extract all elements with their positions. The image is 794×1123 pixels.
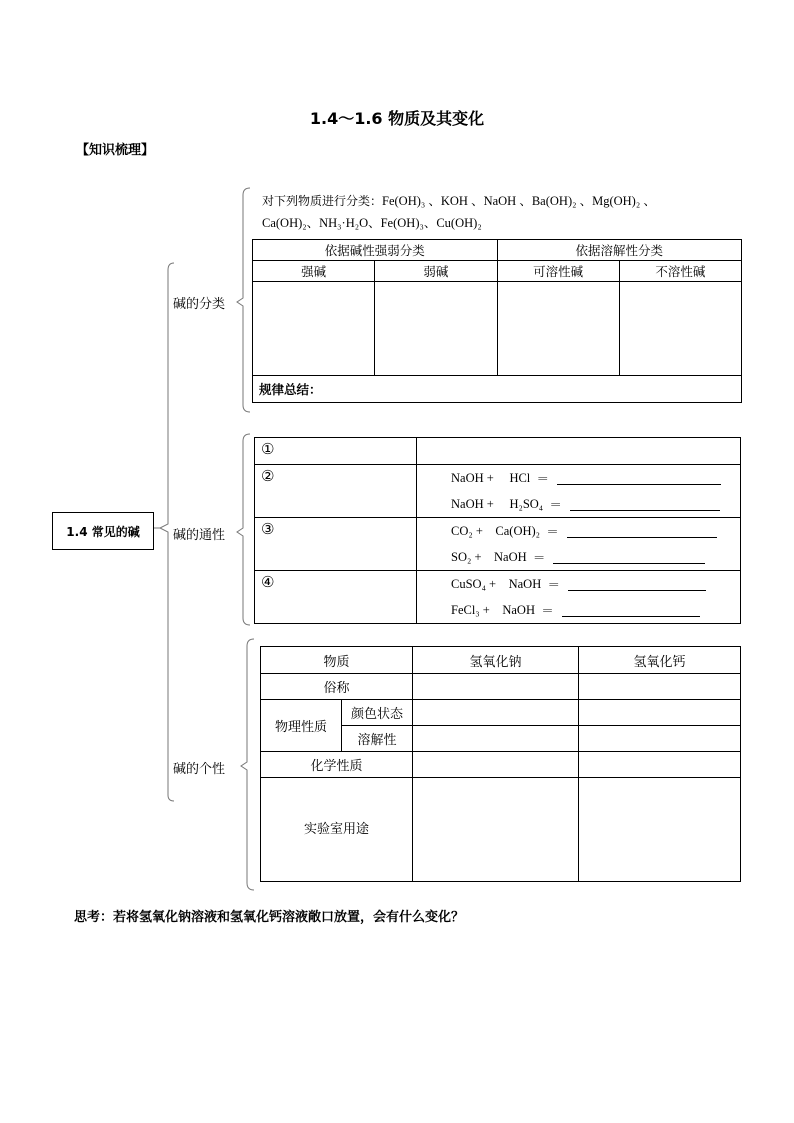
branch-individual: 碱的个性 <box>173 762 226 777</box>
naoh-solubility[interactable] <box>413 726 579 752</box>
caoh2-common-name[interactable] <box>579 674 741 700</box>
header-naoh: 氢氧化钠 <box>413 647 579 674</box>
col-strong-base: 强碱 <box>253 261 375 282</box>
row-solubility: 溶解性 <box>342 726 413 752</box>
class-brace <box>237 188 250 412</box>
main-topic-label: 1.4 常见的碱 <box>66 524 140 539</box>
equation-co2-caoh2: CO₂ + Ca(OH)₂ ＝ <box>451 518 740 544</box>
answer-blank[interactable] <box>562 604 700 617</box>
row4-num: ④ <box>255 571 417 624</box>
answer-blank[interactable] <box>567 525 717 538</box>
equation-fecl3-naoh: FeCl₃ + NaOH ＝ <box>451 597 740 623</box>
intro-prefix: 对下列物质进行分类： <box>262 194 383 208</box>
row3-num: ③ <box>255 518 417 571</box>
answer-blank[interactable] <box>570 498 720 511</box>
naoh-lab-use[interactable] <box>413 778 579 882</box>
equation-so2-naoh: SO₂ + NaOH ＝ <box>451 544 740 570</box>
caoh2-chemical[interactable] <box>579 752 741 778</box>
caoh2-color-state[interactable] <box>579 700 741 726</box>
branch-common: 碱的通性 <box>173 528 226 543</box>
row4-equations <box>417 571 741 624</box>
intro-line2: Ca(OH)₂、NH₃·H₂O、Fe(OH)₃、Cu(OH)₂ <box>262 216 482 230</box>
page-title: 1.4～1.6 物质及其变化 <box>309 109 485 128</box>
cell-weak-answer[interactable] <box>375 282 497 376</box>
classification-table <box>252 239 742 403</box>
header-substance: 物质 <box>261 647 413 674</box>
answer-blank[interactable] <box>557 472 721 485</box>
row1-answer[interactable] <box>417 438 741 465</box>
summary-label: 规律总结： <box>259 382 322 397</box>
cell-soluble-answer[interactable] <box>497 282 619 376</box>
cell-strong-answer[interactable] <box>253 282 375 376</box>
section-heading: 【知识梳理】 <box>76 143 155 158</box>
common-properties-table <box>254 437 741 624</box>
caoh2-lab-use[interactable] <box>579 778 741 882</box>
think-question: 思考：若将氢氧化钠溶液和氢氧化钙溶液敞口放置，会有什么变化？ <box>74 910 465 925</box>
row2-num: ② <box>255 465 417 518</box>
intro-line1: Fe(OH)₃ 、KOH 、NaOH 、Ba(OH)₂ 、Mg(OH)₂ 、 <box>382 194 656 208</box>
row-chemical: 化学性质 <box>261 752 413 778</box>
common-brace <box>237 434 250 625</box>
row-color-state: 颜色状态 <box>342 700 413 726</box>
header-caoh2: 氢氧化钙 <box>579 647 741 674</box>
equation-naoh-h2so4: NaOH + H₂SO₄ ＝ <box>451 491 740 517</box>
naoh-common-name[interactable] <box>413 674 579 700</box>
individual-properties-table <box>260 646 741 882</box>
main-topic-box <box>52 512 154 550</box>
main-brace <box>160 263 174 801</box>
answer-blank[interactable] <box>568 578 706 591</box>
individual-brace <box>241 639 254 890</box>
branch-classification: 碱的分类 <box>173 297 226 312</box>
col-soluble-base: 可溶性碱 <box>497 261 619 282</box>
row-lab-use: 实验室用途 <box>261 778 413 882</box>
cell-insoluble-answer[interactable] <box>619 282 741 376</box>
col-insoluble-base: 不溶性碱 <box>619 261 741 282</box>
answer-blank[interactable] <box>553 551 705 564</box>
row-physical: 物理性质 <box>261 700 342 752</box>
naoh-color-state[interactable] <box>413 700 579 726</box>
equation-naoh-hcl: NaOH + HCl ＝ <box>451 465 740 491</box>
equation-cuso4-naoh: CuSO₄ + NaOH ＝ <box>451 571 740 597</box>
classification-intro <box>262 190 742 234</box>
caoh2-solubility[interactable] <box>579 726 741 752</box>
row1-num: ① <box>255 438 417 465</box>
summary-cell[interactable] <box>253 376 742 403</box>
row-common-name: 俗称 <box>261 674 413 700</box>
row3-equations <box>417 518 741 571</box>
col-weak-base: 弱碱 <box>375 261 497 282</box>
naoh-chemical[interactable] <box>413 752 579 778</box>
group-strength: 依据碱性强弱分类 <box>253 240 498 261</box>
group-solubility: 依据溶解性分类 <box>497 240 742 261</box>
row2-equations <box>417 465 741 518</box>
